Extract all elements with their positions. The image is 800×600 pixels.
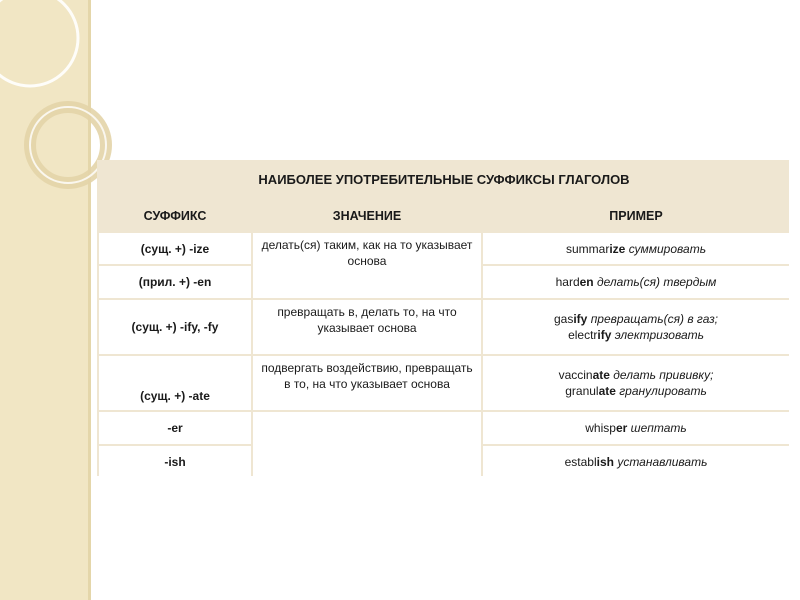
example-cell bbox=[482, 411, 789, 445]
header-meaning: ЗНАЧЕНИЕ bbox=[252, 199, 482, 232]
suffix-table bbox=[97, 160, 789, 476]
example-entry: harden делать(ся) твердым bbox=[555, 275, 717, 289]
table-title: НАИБОЛЕЕ УПОТРЕБИТЕЛЬНЫЕ СУФФИКСЫ ГЛАГОЛОВ bbox=[98, 161, 789, 199]
example-entry: vaccinate делать прививку; bbox=[558, 368, 714, 382]
example-entry: establish устанавливать bbox=[564, 455, 708, 469]
meaning-cell: подвергать воздействию, превращать в то, на что указывает основа bbox=[252, 355, 482, 411]
meaning-cell: делать(ся) таким, как на то указывает основа bbox=[252, 232, 482, 299]
suffix-cell: (сущ. +) -ate bbox=[98, 355, 252, 411]
header-suffix: СУФФИКС bbox=[98, 199, 252, 232]
table-row bbox=[98, 411, 789, 445]
suffix-cell: -ish bbox=[98, 445, 252, 476]
suffix-cell: -er bbox=[98, 411, 252, 445]
meaning-cell-empty bbox=[252, 411, 482, 476]
example-entry: whisper шептать bbox=[585, 421, 687, 435]
meaning-cell: превращать в, делать то, на что указывает основа bbox=[252, 299, 482, 355]
example-entry: electrify электризовать bbox=[568, 328, 704, 342]
suffix-cell: (сущ. +) -ify, -fy bbox=[98, 299, 252, 355]
example-cell bbox=[482, 299, 789, 355]
example-cell bbox=[482, 232, 789, 265]
suffix-cell: (сущ. +) -ize bbox=[98, 232, 252, 265]
table-row bbox=[98, 232, 789, 265]
example-cell bbox=[482, 355, 789, 411]
example-cell bbox=[482, 265, 789, 299]
example-cell bbox=[482, 445, 789, 476]
table-row bbox=[98, 299, 789, 355]
table-row bbox=[98, 355, 789, 411]
example-entry: granulate гранулировать bbox=[565, 384, 707, 398]
header-example: ПРИМЕР bbox=[482, 199, 789, 232]
example-entry: gasify превращать(ся) в газ; bbox=[553, 312, 719, 326]
suffix-cell: (прил. +) -en bbox=[98, 265, 252, 299]
example-entry: summarize суммировать bbox=[565, 241, 707, 256]
